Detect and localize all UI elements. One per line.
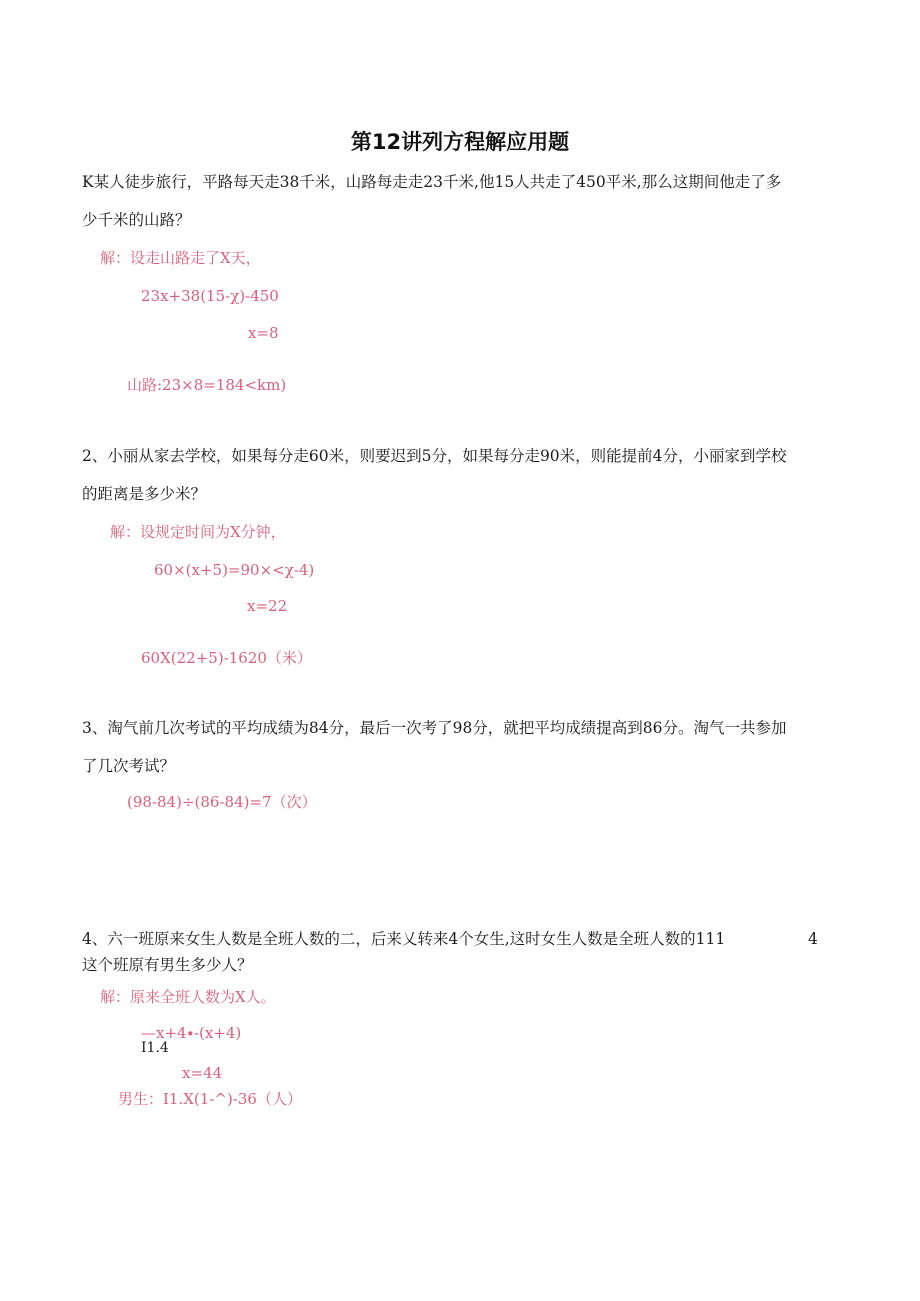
problem-4-solution-1: 解：原来全班人数为X人。 xyxy=(100,988,276,1006)
problem-4-line-1: 4、六一班原来女生人数是全班人数的二，后来乂转来4个女生,这时女生人数是全班人数的111 xyxy=(82,930,726,948)
problem-2-solution-2: 60×(x+5)=90×<χ-4) xyxy=(154,561,315,579)
problem-2-solution-1: 解：设规定时间为X分钟， xyxy=(110,523,286,541)
problem-2-line-1: 2、小丽从家去学校，如果每分走60米，则要迟到5分，如果每分走90米，则能提前4分，小丽家到学校 xyxy=(82,447,787,465)
problem-3-line-1: 3、淘气前几次考试的平均成绩为84分，最后一次考了98分，就把平均成绩提高到86分。淘气一共参加 xyxy=(82,719,787,737)
problem-1-solution-2: 23x+38(15-χ)-450 xyxy=(141,287,279,305)
problem-2-solution-4: 60X(22+5)-1620（米） xyxy=(141,649,312,667)
problem-4-solution-3: x=44 xyxy=(182,1064,223,1082)
problem-4-solution-4: 男生：I1.X(1-^)-36（人） xyxy=(118,1090,302,1108)
problem-2-line-2: 的距离是多少米？ xyxy=(82,485,207,503)
problem-1-line-2: 少千米的山路？ xyxy=(82,211,191,229)
problem-4-line-2: 这个班原有男生多少人？ xyxy=(82,956,253,974)
problem-3-solution-1: (98-84)÷(86-84)=7（次） xyxy=(127,793,317,811)
problem-4-fraction-note: I1.4 xyxy=(141,1040,169,1056)
problem-3-line-2: 了几次考试？ xyxy=(82,757,176,775)
problem-4-extra: 4 xyxy=(808,930,818,948)
problem-2-solution-3: x=22 xyxy=(247,597,288,615)
problem-1-solution-1: 解：设走山路走了X天， xyxy=(100,249,261,267)
page-title: 第12讲列方程解应用题 xyxy=(350,130,570,154)
problem-4-solution-2: —x+4∙-(x+4) xyxy=(141,1024,242,1042)
problem-1-solution-4: 山路:23×8=184<km) xyxy=(127,376,287,394)
problem-1-solution-3: x=8 xyxy=(248,324,279,342)
problem-1-line-1: K某人徒步旅行，平路每天走38千米，山路每走走23千米,他15人共走了450平米,那么这期间他走了多 xyxy=(82,173,782,191)
